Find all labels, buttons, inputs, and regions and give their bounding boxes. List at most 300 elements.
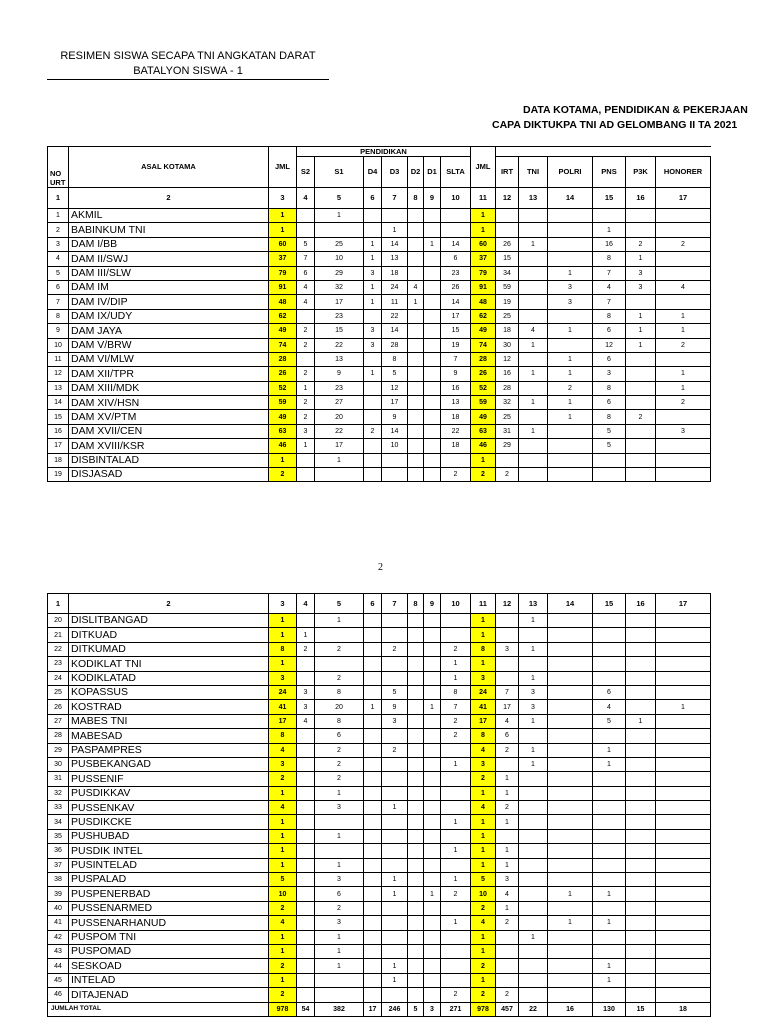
cell-s1 (315, 657, 364, 671)
cell-pns: 1 (593, 887, 626, 901)
cell-p3k (626, 628, 656, 642)
cell-jml2: 8 (471, 642, 496, 656)
cell-slta (441, 772, 471, 786)
cell-s2 (297, 657, 315, 671)
cell-no: 42 (48, 930, 69, 944)
cell-d1 (424, 209, 441, 223)
cell-pns: 6 (593, 324, 626, 338)
cell-tni: 1 (519, 757, 548, 771)
cell-tni (519, 628, 548, 642)
cell-d4 (364, 786, 382, 800)
cell-slta (441, 743, 471, 757)
cell-pns (593, 729, 626, 743)
cell-d4 (364, 642, 382, 656)
cell-p3k (626, 887, 656, 901)
cell-s1: 20 (315, 700, 364, 714)
cell-pns (593, 642, 626, 656)
cell-asal: MABES TNI (69, 714, 269, 728)
cell-s1: 1 (315, 858, 364, 872)
cell-honorer (656, 916, 711, 930)
cell-jml2: 1 (471, 815, 496, 829)
col-number-irt: 12 (496, 188, 519, 209)
cell-jml2: 4 (471, 743, 496, 757)
cell-jml2: 8 (471, 729, 496, 743)
cell-tni: 3 (519, 700, 548, 714)
col-number-jml: 3 (269, 188, 297, 209)
cell-slta: 2 (441, 887, 471, 901)
cell-no: 34 (48, 815, 69, 829)
cell-irt: 26 (496, 237, 519, 251)
cell-polri (548, 829, 593, 843)
cell-honorer (656, 685, 711, 699)
table-row (48, 729, 711, 743)
cell-asal: PUSSENIF (69, 772, 269, 786)
cell-d1 (424, 829, 441, 843)
cell-slta: 7 (441, 352, 471, 366)
cell-honorer (656, 453, 711, 467)
cell-tni (519, 944, 548, 958)
cell-slta: 2 (441, 468, 471, 482)
col-number-jml2: 11 (471, 594, 496, 614)
cell-p3k (626, 815, 656, 829)
cell-tni (519, 873, 548, 887)
cell-no: 27 (48, 714, 69, 728)
cell-d3: 5 (382, 367, 408, 381)
cell-d4 (364, 743, 382, 757)
cell-d3: 14 (382, 424, 408, 438)
cell-jml2: 17 (471, 714, 496, 728)
cell-d4 (364, 628, 382, 642)
cell-polri (548, 815, 593, 829)
cell-pns (593, 786, 626, 800)
col-number-honorer: 17 (656, 188, 711, 209)
cell-jml: 1 (269, 844, 297, 858)
cell-slta (441, 786, 471, 800)
cell-jml: 1 (269, 453, 297, 467)
cell-jml2: 3 (471, 757, 496, 771)
cell-tni: 4 (519, 324, 548, 338)
cell-s2 (297, 973, 315, 987)
col-head-no: NO URT (48, 147, 69, 188)
cell-irt: 29 (496, 439, 519, 453)
cell-tni (519, 844, 548, 858)
cell-slta (441, 973, 471, 987)
cell-asal: DAM XVII/CEN (69, 424, 269, 438)
cell-pns: 4 (593, 700, 626, 714)
cell-d2 (408, 338, 424, 352)
cell-jml2: 5 (471, 873, 496, 887)
cell-polri (548, 309, 593, 323)
cell-no: 15 (48, 410, 69, 424)
cell-polri (548, 858, 593, 872)
cell-polri (548, 685, 593, 699)
cell-asal: DAM VI/MLW (69, 352, 269, 366)
cell-honorer (656, 786, 711, 800)
cell-d4 (364, 671, 382, 685)
cell-polri (548, 873, 593, 887)
cell-no: 46 (48, 988, 69, 1002)
total-polri: 16 (548, 1002, 593, 1016)
cell-slta: 1 (441, 757, 471, 771)
cell-no: 25 (48, 685, 69, 699)
cell-jml: 8 (269, 729, 297, 743)
table-row (48, 628, 711, 642)
cell-pns (593, 468, 626, 482)
cell-s1: 2 (315, 671, 364, 685)
cell-d4: 1 (364, 237, 382, 251)
cell-asal: DAM XV/PTM (69, 410, 269, 424)
cell-no: 3 (48, 237, 69, 251)
cell-polri (548, 657, 593, 671)
total-jml: 978 (269, 1002, 297, 1016)
cell-no: 33 (48, 801, 69, 815)
cell-pns: 16 (593, 237, 626, 251)
cell-jml: 1 (269, 858, 297, 872)
org-underline (47, 79, 329, 80)
cell-p3k: 1 (626, 338, 656, 352)
cell-jml2: 28 (471, 352, 496, 366)
cell-p3k (626, 700, 656, 714)
cell-slta: 18 (441, 439, 471, 453)
cell-jml2: 74 (471, 338, 496, 352)
cell-d4 (364, 844, 382, 858)
cell-irt: 18 (496, 324, 519, 338)
cell-d3: 2 (382, 642, 408, 656)
col-head-slta: SLTA (441, 157, 471, 188)
table-row (48, 642, 711, 656)
cell-irt: 12 (496, 352, 519, 366)
cell-pns (593, 614, 626, 628)
cell-jml2: 1 (471, 786, 496, 800)
cell-polri (548, 729, 593, 743)
cell-d3: 1 (382, 959, 408, 973)
cell-honorer (656, 930, 711, 944)
cell-tni (519, 772, 548, 786)
cell-s1: 2 (315, 757, 364, 771)
col-head-jml: JML (269, 147, 297, 188)
cell-no: 13 (48, 381, 69, 395)
cell-s1 (315, 468, 364, 482)
cell-d2 (408, 829, 424, 843)
cell-honorer (656, 829, 711, 843)
cell-jml: 91 (269, 280, 297, 294)
cell-d3: 1 (382, 973, 408, 987)
cell-pns: 12 (593, 338, 626, 352)
table-row (48, 209, 711, 223)
cell-jml2: 62 (471, 309, 496, 323)
cell-d2 (408, 844, 424, 858)
cell-d4 (364, 657, 382, 671)
col-number-d3: 7 (382, 594, 408, 614)
cell-d2 (408, 671, 424, 685)
cell-asal: PUSSENARHANUD (69, 916, 269, 930)
cell-d3 (382, 901, 408, 915)
total-p3k: 15 (626, 1002, 656, 1016)
cell-jml2: 60 (471, 237, 496, 251)
cell-jml: 2 (269, 772, 297, 786)
cell-d3: 14 (382, 324, 408, 338)
cell-pns (593, 901, 626, 915)
cell-jml: 1 (269, 786, 297, 800)
cell-asal: PUSPOM TNI (69, 930, 269, 944)
cell-tni: 1 (519, 642, 548, 656)
cell-pns: 1 (593, 757, 626, 771)
cell-d4 (364, 729, 382, 743)
cell-d2 (408, 729, 424, 743)
cell-jml: 4 (269, 916, 297, 930)
total-s1: 382 (315, 1002, 364, 1016)
total-honorer: 18 (656, 1002, 711, 1016)
cell-d3: 1 (382, 873, 408, 887)
col-head-tni: TNI (519, 157, 548, 188)
cell-tni (519, 352, 548, 366)
cell-s2 (297, 209, 315, 223)
cell-irt (496, 628, 519, 642)
cell-honorer (656, 642, 711, 656)
col-number-tni: 13 (519, 188, 548, 209)
cell-polri (548, 757, 593, 771)
cell-d1 (424, 916, 441, 930)
cell-tni (519, 468, 548, 482)
cell-d2 (408, 252, 424, 266)
cell-pns (593, 873, 626, 887)
cell-d1 (424, 757, 441, 771)
cell-d1 (424, 252, 441, 266)
cell-jml: 46 (269, 439, 297, 453)
cell-d1 (424, 657, 441, 671)
table-row (48, 237, 711, 251)
cell-no: 45 (48, 973, 69, 987)
cell-irt: 25 (496, 410, 519, 424)
cell-jml: 8 (269, 642, 297, 656)
cell-d1 (424, 309, 441, 323)
cell-pns (593, 657, 626, 671)
cell-asal: KOPASSUS (69, 685, 269, 699)
cell-s2 (297, 901, 315, 915)
cell-honorer: 1 (656, 700, 711, 714)
cell-irt (496, 930, 519, 944)
cell-d4 (364, 209, 382, 223)
cell-no: 40 (48, 901, 69, 915)
cell-no: 16 (48, 424, 69, 438)
cell-p3k (626, 772, 656, 786)
cell-honorer (656, 887, 711, 901)
cell-no: 22 (48, 642, 69, 656)
cell-asal: DAM IM (69, 280, 269, 294)
total-d4: 17 (364, 1002, 382, 1016)
cell-irt (496, 657, 519, 671)
cell-d2 (408, 439, 424, 453)
cell-s1 (315, 973, 364, 987)
cell-honorer (656, 468, 711, 482)
cell-s2: 2 (297, 396, 315, 410)
cell-irt (496, 223, 519, 237)
cell-irt: 32 (496, 396, 519, 410)
cell-tni (519, 295, 548, 309)
cell-slta (441, 209, 471, 223)
cell-tni (519, 973, 548, 987)
column-number-row (48, 188, 711, 209)
data-table-page-1 (47, 146, 711, 482)
cell-honorer (656, 901, 711, 915)
cell-d2 (408, 642, 424, 656)
cell-jml2: 10 (471, 887, 496, 901)
table-row (48, 338, 711, 352)
cell-pns (593, 930, 626, 944)
cell-polri (548, 700, 593, 714)
cell-d4 (364, 973, 382, 987)
cell-s1: 23 (315, 381, 364, 395)
cell-s1 (315, 815, 364, 829)
col-number-d2: 8 (408, 188, 424, 209)
cell-d3 (382, 209, 408, 223)
cell-pns: 6 (593, 685, 626, 699)
col-number-s1: 5 (315, 594, 364, 614)
cell-jml: 4 (269, 743, 297, 757)
cell-s1 (315, 844, 364, 858)
cell-slta: 7 (441, 700, 471, 714)
cell-s2: 5 (297, 237, 315, 251)
col-number-d4: 6 (364, 594, 382, 614)
cell-d4 (364, 223, 382, 237)
cell-tni: 1 (519, 671, 548, 685)
cell-d1 (424, 901, 441, 915)
cell-tni: 1 (519, 614, 548, 628)
cell-jml2: 1 (471, 973, 496, 987)
cell-asal: INTELAD (69, 973, 269, 987)
cell-jml2: 49 (471, 324, 496, 338)
cell-slta: 14 (441, 295, 471, 309)
cell-d3: 1 (382, 887, 408, 901)
cell-d1 (424, 815, 441, 829)
cell-honorer (656, 295, 711, 309)
cell-d1 (424, 295, 441, 309)
cell-honorer (656, 973, 711, 987)
cell-s2 (297, 729, 315, 743)
col-number-d4: 6 (364, 188, 382, 209)
cell-jml: 49 (269, 324, 297, 338)
col-head-irt: IRT (496, 157, 519, 188)
cell-jml2: 1 (471, 209, 496, 223)
cell-d4 (364, 988, 382, 1002)
cell-tni: 1 (519, 930, 548, 944)
table-row (48, 901, 711, 915)
cell-s1: 3 (315, 873, 364, 887)
table-row (48, 614, 711, 628)
cell-irt (496, 829, 519, 843)
cell-s1: 17 (315, 295, 364, 309)
cell-asal: AKMIL (69, 209, 269, 223)
cell-honorer (656, 714, 711, 728)
cell-jml2: 1 (471, 858, 496, 872)
cell-asal: DISBINTALAD (69, 453, 269, 467)
cell-d2 (408, 685, 424, 699)
cell-d2 (408, 367, 424, 381)
cell-d3: 1 (382, 223, 408, 237)
cell-s2: 2 (297, 338, 315, 352)
cell-d1 (424, 786, 441, 800)
cell-p3k (626, 858, 656, 872)
total-row (48, 1002, 711, 1016)
cell-slta (441, 858, 471, 872)
cell-no: 17 (48, 439, 69, 453)
cell-d3 (382, 844, 408, 858)
cell-s2 (297, 801, 315, 815)
col-number-slta: 10 (441, 594, 471, 614)
cell-asal: DITKUAD (69, 628, 269, 642)
cell-irt: 1 (496, 858, 519, 872)
cell-jml2: 1 (471, 657, 496, 671)
cell-tni (519, 801, 548, 815)
cell-d1 (424, 714, 441, 728)
cell-no: 8 (48, 309, 69, 323)
cell-s2 (297, 671, 315, 685)
table-body-page-2 (48, 594, 711, 1017)
cell-asal: PUSHUBAD (69, 829, 269, 843)
cell-d2 (408, 700, 424, 714)
cell-p3k (626, 786, 656, 800)
table-row (48, 381, 711, 395)
cell-jml: 1 (269, 930, 297, 944)
cell-honorer (656, 671, 711, 685)
org-line-1: RESIMEN SISWA SECAPA TNI ANGKATAN DARAT (60, 50, 316, 62)
cell-d4 (364, 944, 382, 958)
cell-irt (496, 944, 519, 958)
cell-d1: 1 (424, 237, 441, 251)
cell-d2 (408, 944, 424, 958)
cell-jml: 49 (269, 410, 297, 424)
cell-jml: 59 (269, 396, 297, 410)
cell-slta: 13 (441, 396, 471, 410)
cell-honorer (656, 628, 711, 642)
cell-jml: 1 (269, 628, 297, 642)
cell-s2: 4 (297, 280, 315, 294)
cell-d1 (424, 324, 441, 338)
table-row (48, 367, 711, 381)
cell-d4 (364, 410, 382, 424)
cell-p3k (626, 973, 656, 987)
cell-d3: 2 (382, 743, 408, 757)
cell-d1: 1 (424, 700, 441, 714)
cell-pns: 1 (593, 223, 626, 237)
cell-s1: 6 (315, 887, 364, 901)
cell-d1 (424, 468, 441, 482)
cell-jml2: 2 (471, 772, 496, 786)
cell-honorer: 3 (656, 424, 711, 438)
cell-slta: 17 (441, 309, 471, 323)
cell-d3 (382, 757, 408, 771)
cell-jml: 4 (269, 801, 297, 815)
total-d1: 3 (424, 1002, 441, 1016)
cell-p3k: 1 (626, 309, 656, 323)
cell-asal: PASPAMPRES (69, 743, 269, 757)
cell-s1: 1 (315, 829, 364, 843)
cell-d2 (408, 424, 424, 438)
cell-d4: 1 (364, 280, 382, 294)
cell-honorer: 2 (656, 338, 711, 352)
cell-d3: 28 (382, 338, 408, 352)
cell-polri (548, 930, 593, 944)
cell-s1 (315, 628, 364, 642)
cell-p3k (626, 381, 656, 395)
cell-slta (441, 930, 471, 944)
cell-s2 (297, 988, 315, 1002)
cell-asal: PUSSENKAV (69, 801, 269, 815)
cell-no: 43 (48, 944, 69, 958)
cell-jml2: 4 (471, 916, 496, 930)
cell-s1: 1 (315, 944, 364, 958)
cell-d2 (408, 714, 424, 728)
